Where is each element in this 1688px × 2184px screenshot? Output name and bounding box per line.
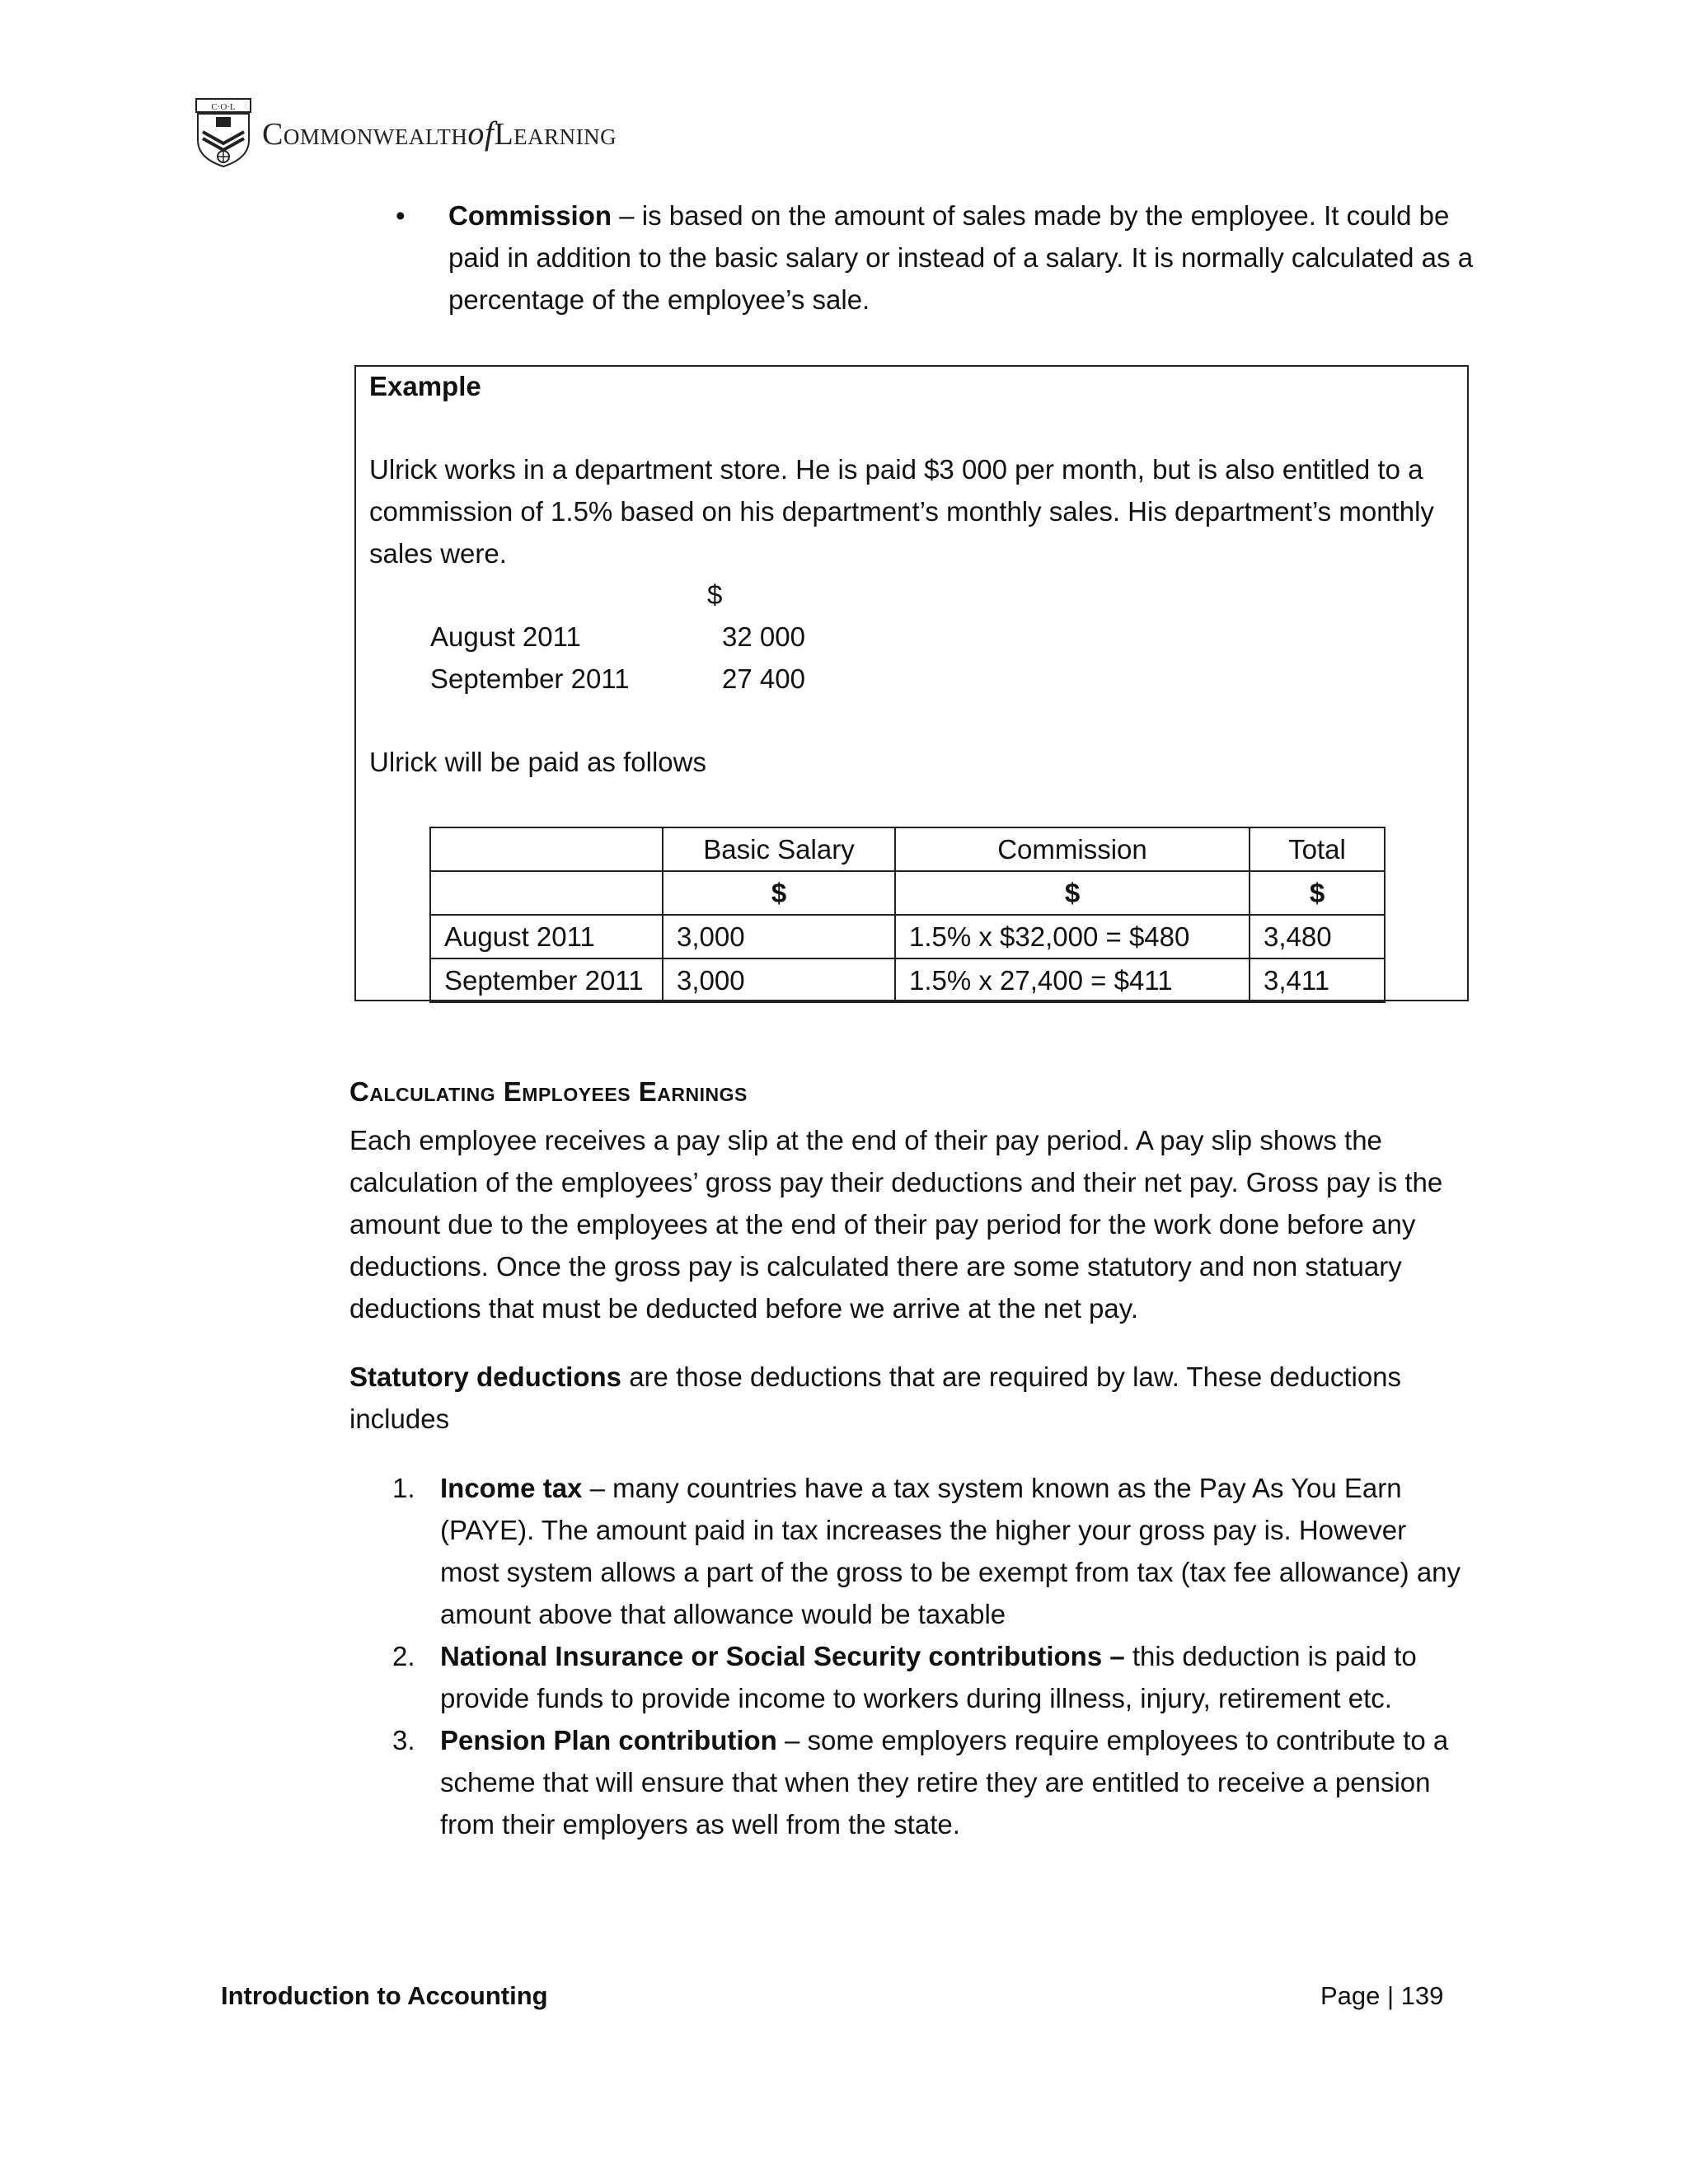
pay-table <box>429 827 1386 1003</box>
svg-text:C·O·L: C·O·L <box>211 102 236 112</box>
table-unit-cell: $ <box>663 871 895 915</box>
table-header-row <box>430 827 1385 871</box>
sales-currency: $ <box>707 579 723 610</box>
table-cell: 3,411 <box>1250 958 1385 1002</box>
table-unit-cell: $ <box>895 871 1250 915</box>
table-cell: 1.5% x $32,000 = $480 <box>895 915 1250 958</box>
commission-text: Commission – is based on the amount of sales made by the employee. It could be paid in addition to the basic salary or instead of a salary. It is normally calculated as a percentage of the employee’s sale. <box>448 200 1474 315</box>
table-header-cell <box>430 827 663 871</box>
list-number: 3. <box>392 1725 415 1755</box>
table-cell: 1.5% x 27,400 = $411 <box>895 958 1250 1002</box>
list-number: 1. <box>392 1473 415 1503</box>
org-name: CommonwealthofLearning <box>262 114 617 152</box>
footer-page-number: Page | 139 <box>1320 1981 1444 2010</box>
table-cell: 3,000 <box>663 915 895 958</box>
list-number: 2. <box>392 1641 415 1671</box>
table-cell: August 2011 <box>430 915 663 958</box>
table-cell: 3,480 <box>1250 915 1385 958</box>
table-units-row <box>430 871 1385 915</box>
table-unit-cell: $ <box>1250 871 1385 915</box>
col-logo <box>195 97 617 168</box>
sales-month: August 2011 <box>430 621 581 652</box>
table-row <box>430 958 1385 1002</box>
table-row <box>430 915 1385 958</box>
table-header-cell: Basic Salary <box>663 827 895 871</box>
sales-value: 32 000 <box>722 621 805 652</box>
payment-intro: Ulrick will be paid as follows <box>369 747 706 777</box>
table-cell: 3,000 <box>663 958 895 1002</box>
sales-value: 27 400 <box>722 663 805 694</box>
bullet-dot-icon: • <box>396 200 406 231</box>
section-heading: Calculating Employees Earnings <box>349 1076 748 1107</box>
footer-book-title: Introduction to Accounting <box>221 1981 548 2010</box>
shield-crest-icon <box>195 97 252 168</box>
table-header-cell: Commission <box>895 827 1250 871</box>
statutory-paragraph: Statutory deductions are those deductions that are required by law. These deductions includes <box>349 1361 1402 1434</box>
sales-month: September 2011 <box>430 663 630 694</box>
table-header-cell: Total <box>1250 827 1385 871</box>
list-text: Pension Plan contribution – some employers require employees to contribute to a scheme that will ensure that when they retire they are entitled to receive a pension from their employers as well from the state. <box>440 1725 1449 1840</box>
list-text: National Insurance or Social Security contributions – this deduction is paid to provide funds to provide income to workers during illness, injury, retirement etc. <box>440 1641 1417 1713</box>
earnings-paragraph: Each employee receives a pay slip at the end of their pay period. A pay slip shows the calculation of the employees’ gross pay their deductions and their net pay. Gross pay is the amount due to the employees at the end of their pay period for the work done before any deductions. Once the gross pay is calculated there are some statutory and non statuary deductions that must be deducted before we arrive at the net pay. <box>349 1125 1443 1324</box>
list-text: Income tax – many countries have a tax system known as the Pay As You Earn (PAYE). The amount paid in tax increases the higher your gross pay is. However most system allows a part of the gross to be exempt from tax (tax fee allowance) any amount above that allowance would be taxable <box>440 1473 1461 1629</box>
list-item <box>392 1467 1472 1635</box>
table-cell: September 2011 <box>430 958 663 1002</box>
deductions-list <box>392 1467 1472 1845</box>
table-unit-cell <box>430 871 663 915</box>
list-item <box>392 1719 1472 1845</box>
list-item <box>392 1635 1472 1719</box>
example-paragraph: Ulrick works in a department store. He is paid $3 000 per month, but is also entitled to a commission of 1.5% based on his department’s monthly sales. His department’s monthly sales were. <box>369 454 1434 569</box>
example-title: Example <box>369 371 481 401</box>
